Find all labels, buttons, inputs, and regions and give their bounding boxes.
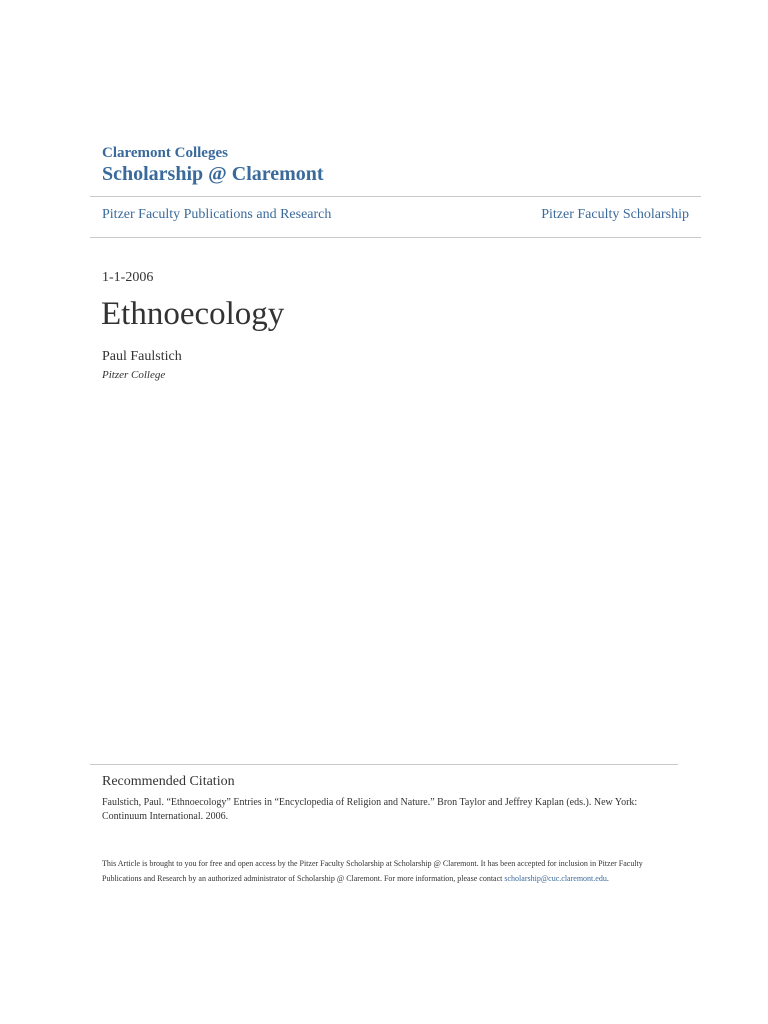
- bottom-divider: [90, 237, 701, 238]
- notice-text: This Article is brought to you for free and open access by the Pitzer Faculty Scholarship at Scholarship @ Claremont. It has been accepted for inclusion in Pitzer Faculty Publications and Research by an authorized administrator of Scholarship @ Claremont. For more information, please contact: [102, 859, 643, 883]
- header: [102, 145, 324, 186]
- article-title: Ethnoecology: [101, 296, 285, 332]
- institution-name[interactable]: Claremont Colleges: [102, 145, 228, 161]
- repository-name[interactable]: Scholarship @ Claremont: [102, 163, 324, 185]
- author-affiliation: Pitzer College: [102, 369, 166, 381]
- publication-date: 1-1-2006: [102, 270, 154, 285]
- collection-bar: [90, 207, 701, 227]
- collection-link[interactable]: Pitzer Faculty Publications and Research: [102, 207, 332, 222]
- contact-email-link[interactable]: scholarship@cuc.claremont.edu: [504, 874, 607, 883]
- citation-label: Recommended Citation: [102, 774, 235, 789]
- series-link[interactable]: Pitzer Faculty Scholarship: [541, 207, 689, 222]
- notice-trailing: .: [606, 874, 609, 883]
- citation-divider: [90, 764, 678, 765]
- citation-text: Faulstich, Paul. “Ethnoecology” Entries in “Encyclopedia of Religion and Nature.” Bron Taylor and Jeffrey Kaplan (eds.). New York: Continuum International. 2006.: [102, 797, 638, 822]
- author-name: Paul Faulstich: [102, 349, 182, 364]
- top-divider: [90, 196, 701, 197]
- access-notice: [102, 856, 672, 886]
